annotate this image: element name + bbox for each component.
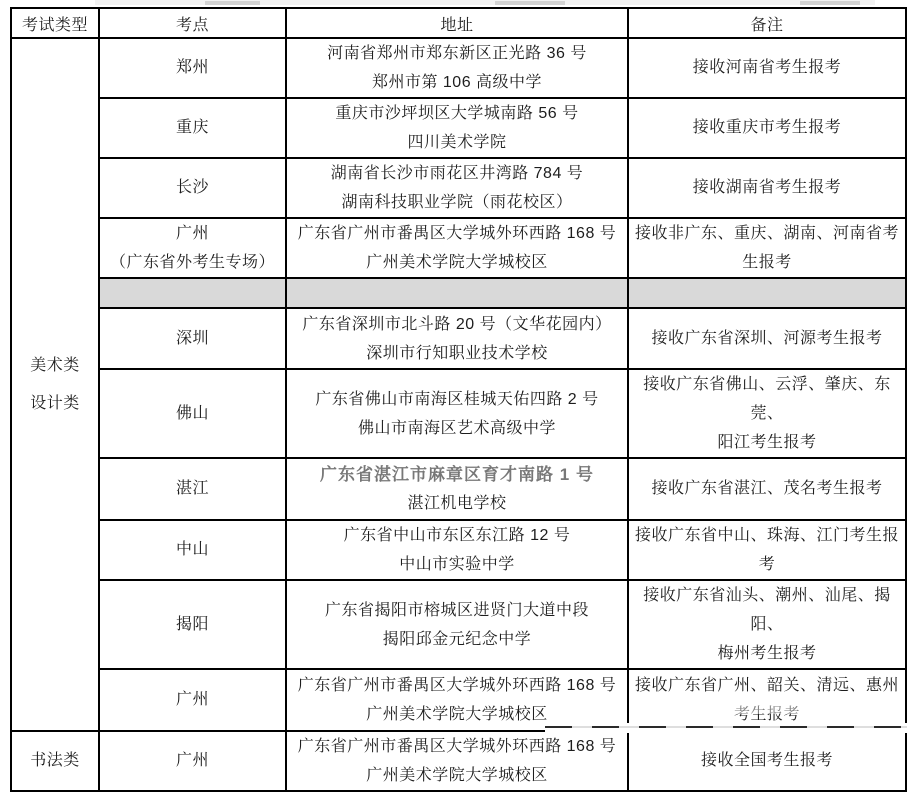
remark-cell bbox=[628, 218, 906, 278]
address-line-1: 广东省佛山市南海区桂城天佑四路 2 号 bbox=[315, 390, 599, 408]
header-exam-type: 考试类型 bbox=[11, 8, 99, 38]
address-line-1: 广东省揭阳市榕城区进贤门大道中段 bbox=[324, 601, 589, 619]
address-cell bbox=[286, 218, 628, 278]
table-row-guangzhou-special bbox=[11, 218, 906, 278]
address-line-1: 重庆市沙坪坝区大学城南路 56 号 bbox=[335, 105, 579, 122]
header-remark: 备注 bbox=[628, 8, 906, 38]
remark-cell bbox=[628, 520, 906, 580]
top-artifact-spot bbox=[800, 1, 860, 5]
address-line-1: 湖南省长沙市雨花区井湾路 784 号 bbox=[330, 165, 584, 182]
remark-line-1: 接收广东省佛山、云浮、肇庆、东莞、 bbox=[643, 376, 891, 422]
address-cell bbox=[286, 38, 628, 98]
table-row-zhongshan bbox=[11, 520, 906, 580]
address-line-2: 湖南科技职业学院（雨花校区） bbox=[341, 194, 573, 211]
site-cell: 揭阳 bbox=[99, 580, 286, 669]
site-cell bbox=[99, 218, 286, 278]
remark-line-1: 接收广东省中山、珠海、江门考生报 bbox=[634, 527, 899, 544]
address-cell bbox=[286, 458, 628, 520]
remark-cell: 接收广东省湛江、茂名考生报考 bbox=[628, 458, 906, 520]
site-cell: 长沙 bbox=[99, 158, 286, 218]
address-cell bbox=[286, 98, 628, 158]
address-cell bbox=[286, 580, 628, 669]
site-line-2: （广东省外考生专场） bbox=[109, 254, 275, 271]
site-cell: 中山 bbox=[99, 520, 286, 580]
category-calligraphy-cell: 书法类 bbox=[11, 731, 99, 791]
remark-cell: 接收湖南省考生报考 bbox=[628, 158, 906, 218]
remark-cell bbox=[628, 369, 906, 458]
remark-cell: 接收河南省考生报考 bbox=[628, 38, 906, 98]
category-art-design-cell bbox=[11, 38, 99, 731]
remark-cell: 接收全国考生报考 bbox=[628, 731, 906, 791]
address-cell bbox=[286, 731, 628, 791]
table-row-jieyang bbox=[11, 580, 906, 669]
address-line-2: 佛山市南海区艺术高级中学 bbox=[357, 419, 556, 437]
address-line-2: 广州美术学院大学城校区 bbox=[366, 254, 548, 271]
bottom-border-eraser bbox=[545, 723, 907, 733]
address-line-1: 广东省中山市东区东江路 12 号 bbox=[343, 527, 571, 544]
address-line-1: 广东省广州市番禺区大学城外环西路 168 号 bbox=[297, 225, 617, 242]
address-line-1: 河南省郑州市郑东新区正光路 36 号 bbox=[327, 45, 587, 62]
remark-line-1: 接收非广东、重庆、湖南、河南省考 bbox=[634, 225, 899, 242]
site-cell: 广州 bbox=[99, 669, 286, 731]
table-row-zhengzhou bbox=[11, 38, 906, 98]
top-artifact-spot bbox=[205, 1, 260, 5]
address-line-2: 郑州市第 106 高级中学 bbox=[371, 74, 543, 91]
site-cell: 重庆 bbox=[99, 98, 286, 158]
separator-cell bbox=[99, 278, 286, 308]
table-row-changsha bbox=[11, 158, 906, 218]
address-cell bbox=[286, 369, 628, 458]
site-cell: 广州 bbox=[99, 731, 286, 791]
address-line-1: 广东省广州市番禺区大学城外环西路 168 号 bbox=[297, 677, 617, 694]
address-cell bbox=[286, 520, 628, 580]
address-cell bbox=[286, 158, 628, 218]
remark-line-1: 接收广东省汕头、潮州、汕尾、揭阳、 bbox=[643, 587, 891, 633]
remark-cell: 接收重庆市考生报考 bbox=[628, 98, 906, 158]
header-site: 考点 bbox=[99, 8, 286, 38]
table-row-chongqing bbox=[11, 98, 906, 158]
site-line-1: 广州 bbox=[175, 225, 209, 242]
address-line-2: 湛江机电学校 bbox=[407, 495, 507, 512]
table-row-zhanjiang bbox=[11, 458, 906, 520]
remark-line-1: 接收广东省广州、韶关、清远、惠州 bbox=[634, 677, 899, 694]
header-row bbox=[11, 8, 906, 38]
address-line-2: 深圳市行知职业技术学校 bbox=[366, 344, 548, 362]
address-line-1: 广东省广州市番禺区大学城外环西路 168 号 bbox=[297, 738, 617, 755]
address-line-2: 中山市实验中学 bbox=[399, 556, 515, 573]
separator-cell bbox=[628, 278, 906, 308]
remark-line-2: 考 bbox=[758, 556, 776, 573]
remark-line-2: 生报考 bbox=[742, 254, 792, 271]
address-line-1: 广东省湛江市麻章区育才南路 1 号 bbox=[320, 465, 594, 484]
remark-line-2: 梅州考生报考 bbox=[717, 645, 817, 662]
site-cell: 佛山 bbox=[99, 369, 286, 458]
table-row-calligraphy-guangzhou bbox=[11, 731, 906, 791]
separator-row bbox=[11, 278, 906, 308]
address-cell bbox=[286, 669, 628, 731]
site-cell: 湛江 bbox=[99, 458, 286, 520]
address-line-2: 四川美术学院 bbox=[407, 134, 507, 151]
table-row-foshan bbox=[11, 369, 906, 458]
remark-cell bbox=[628, 580, 906, 669]
address-cell bbox=[286, 308, 628, 369]
bottom-dashed-border bbox=[545, 726, 907, 728]
exam-sites-table-wrap bbox=[10, 7, 907, 792]
address-line-2: 广州美术学院大学城校区 bbox=[366, 767, 548, 784]
address-line-1: 广东省深圳市北斗路 20 号（文华花园内） bbox=[302, 315, 612, 333]
watermark-fade-overlay bbox=[632, 699, 880, 714]
site-cell: 郑州 bbox=[99, 38, 286, 98]
exam-sites-table bbox=[10, 7, 907, 792]
category-line: 美术类 bbox=[30, 356, 80, 374]
remark-line-2: 阳江考生报考 bbox=[717, 434, 817, 451]
remark-cell: 接收广东省深圳、河源考生报考 bbox=[628, 308, 906, 369]
separator-cell bbox=[286, 278, 628, 308]
address-line-2: 广州美术学院大学城校区 bbox=[366, 706, 548, 723]
table-row-shenzhen bbox=[11, 308, 906, 369]
site-cell: 深圳 bbox=[99, 308, 286, 369]
category-line: 设计类 bbox=[30, 394, 80, 412]
address-line-2: 揭阳邱金元纪念中学 bbox=[382, 630, 532, 648]
remark-line-2: 考生报考 bbox=[733, 706, 800, 723]
header-address: 地址 bbox=[286, 8, 628, 38]
top-artifact-spot bbox=[495, 1, 565, 5]
